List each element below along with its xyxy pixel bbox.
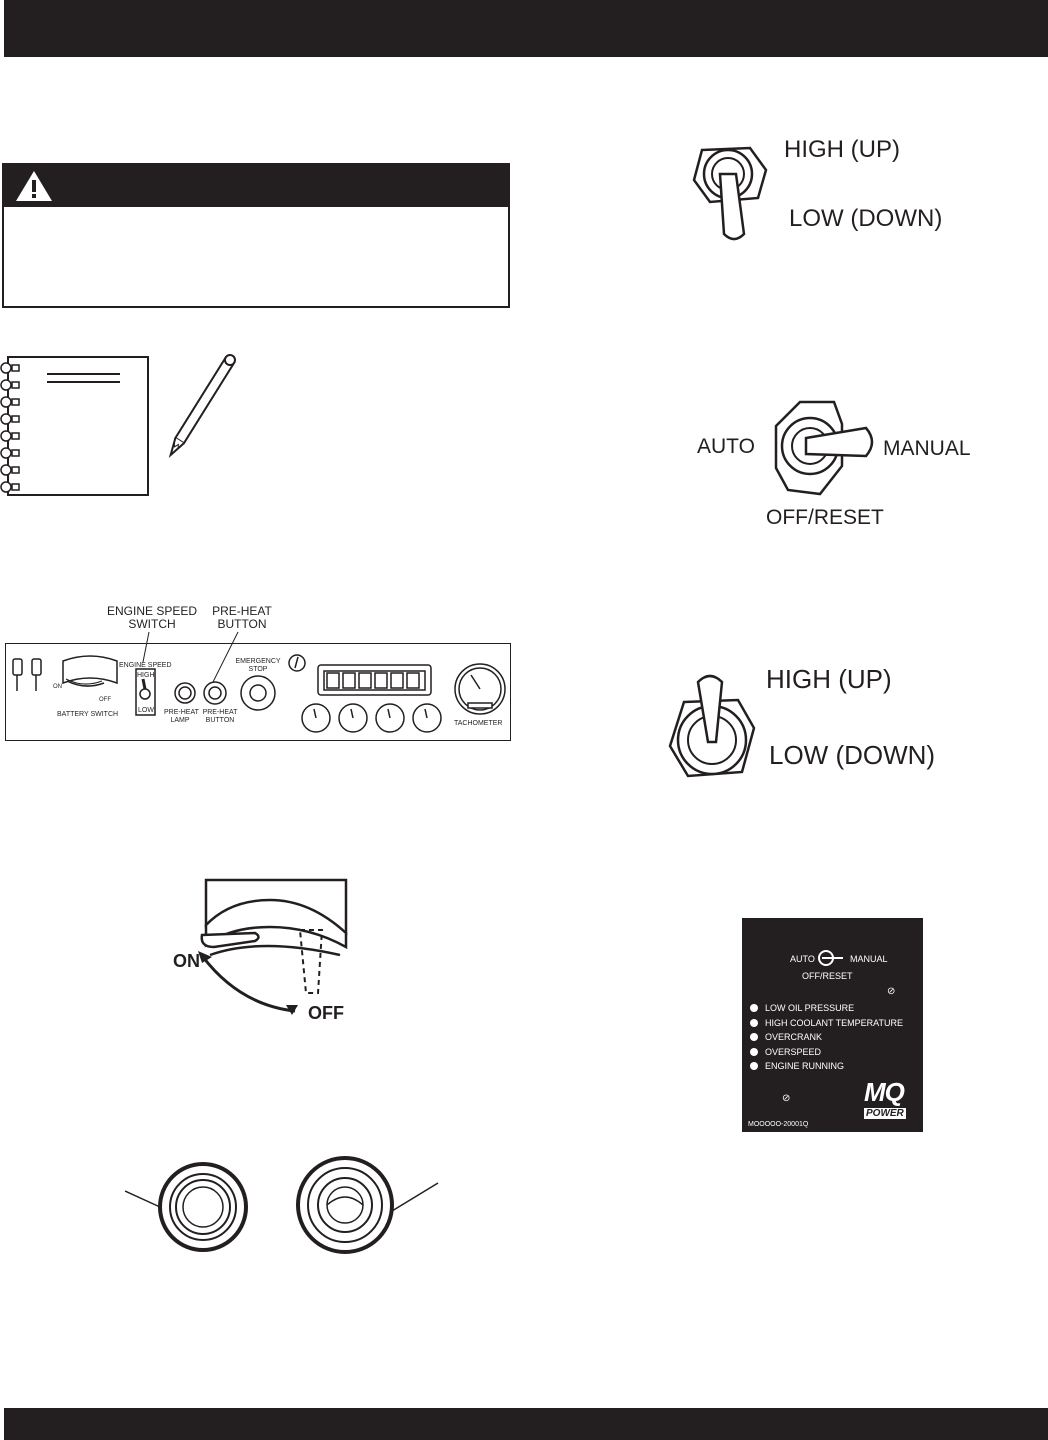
panel-off-label: OFF [99, 697, 111, 703]
indicator-light-icon [750, 1033, 758, 1041]
alarm-manual-label: MANUAL [850, 954, 888, 964]
manual-label: MANUAL [883, 437, 971, 460]
alarm-panel [742, 918, 923, 1132]
engine-speed-switch-illustration [690, 140, 780, 250]
alarm-auto-label: AUTO [790, 954, 815, 964]
indicator-light-icon [750, 1004, 758, 1012]
indicator-low-oil-pressure: LOW OIL PRESSURE [750, 1003, 903, 1018]
auto-manual-switch-illustration [770, 398, 880, 498]
mq-logo: MQ [864, 1077, 904, 1107]
indicator-light-icon [750, 1062, 758, 1070]
lamp-and-button-illustration [120, 1155, 440, 1275]
indicator-high-coolant-temperature: HIGH COOLANT TEMPERATURE [750, 1018, 903, 1033]
callout-preheat-button: PRE-HEAT BUTTON [212, 604, 272, 631]
part-number: MOOOOO-20001Q [748, 1121, 809, 1128]
power-logo: POWER [866, 1108, 904, 1119]
toggle-high-label: HIGH (UP) [766, 664, 892, 694]
panel-high-label: HIGH [137, 672, 155, 679]
off-reset-label: OFF/RESET [766, 506, 884, 529]
indicator-overspeed: OVERSPEED [750, 1047, 903, 1062]
panel-emergency-stop-label: EMERGENCY STOP [235, 658, 281, 673]
battery-off-label: OFF [308, 1003, 344, 1023]
panel-engine-speed-label: ENGINE SPEED [119, 662, 172, 669]
panel-tachometer-label: TACHOMETER [454, 720, 503, 727]
indicator-list [750, 1003, 903, 1076]
battery-on-label: ON [173, 951, 200, 971]
indicator-light-icon [750, 1019, 758, 1027]
engine-speed-low-label: LOW (DOWN) [789, 205, 943, 232]
panel-low-label: LOW [138, 707, 154, 714]
screw-icon: ⊘ [887, 986, 896, 997]
indicator-light-icon [750, 1048, 758, 1056]
toggle-switch-illustration [666, 670, 766, 782]
screw-icon: ⊘ [782, 1093, 791, 1104]
panel-preheat-lamp-label: PRE-HEAT LAMP [164, 709, 199, 724]
panel-battery-switch-label: BATTERY SWITCH [57, 711, 119, 718]
panel-preheat-button-label: PRE-HEAT BUTTON [202, 709, 238, 724]
indicator-overcrank: OVERCRANK [750, 1032, 903, 1047]
panel-on-label: ON [53, 684, 62, 690]
indicator-engine-running: ENGINE RUNNING [750, 1061, 903, 1076]
engine-speed-high-label: HIGH (UP) [784, 136, 900, 163]
alarm-off-reset-label: OFF/RESET [802, 971, 853, 981]
key-icon [817, 949, 847, 967]
callout-engine-speed-switch: ENGINE SPEED SWITCH [106, 604, 198, 631]
auto-label: AUTO [697, 435, 755, 458]
toggle-low-label: LOW (DOWN) [769, 740, 936, 770]
